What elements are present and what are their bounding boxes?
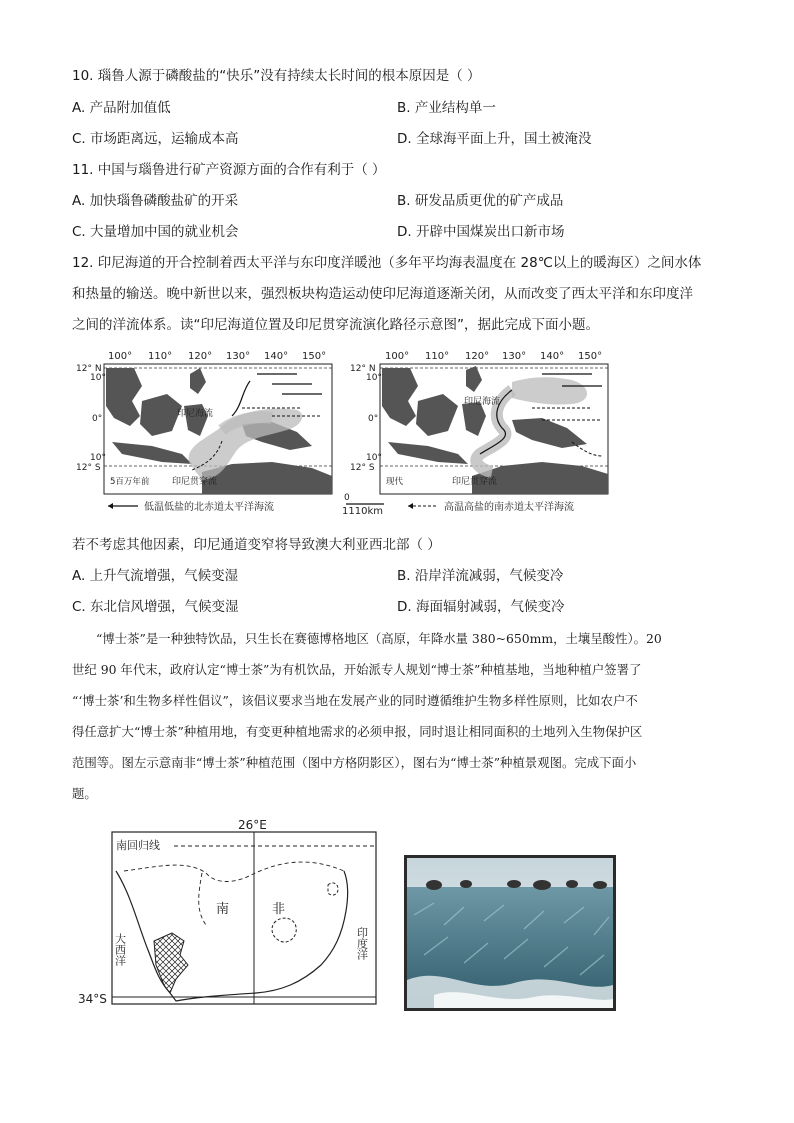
q10-option-c[interactable]: C. 市场距离远，运输成本高 [72,131,239,147]
legend-warm-current: 高温高盐的南赤道太平洋海流 [444,502,574,513]
lon-26e-label: 26°E [238,818,267,832]
tropic-label: 南回归线 [116,839,160,852]
q12-option-b[interactable]: B. 沿岸洋流减弱，气候变冷 [397,568,564,584]
left-map-caption: 5百万年前 [110,477,150,487]
lon-label: 110° [425,351,450,362]
q10-option-a[interactable]: A. 产品附加值低 [72,100,171,116]
lon-label: 110° [148,351,173,362]
lon-label: 120° [465,351,490,362]
scale-bar-label: 1110km [342,506,383,516]
lat-34s-label: 34°S [78,992,107,1006]
lat-label: 10° [366,453,382,463]
tea-passage-line5: 范围等。图左示意南非“博士茶”种植范围（图中方格阴影区），图右为“博士茶”种植景观图。完成下面小 [72,755,637,770]
q12-passage-line1: 12. 印尼海道的开合控制着西太平洋与东印度洋暖池（多年平均海表温度在 28℃以上的暖海区）之间水体 [72,255,702,271]
lon-label: 100° [385,351,410,362]
lat-label: 10° [90,373,106,383]
strait-label-right: 印尼海流 [464,397,501,407]
q11-stem: 11. 中国与瑙鲁进行矿产资源方面的合作有利于（ ） [72,162,386,178]
lon-label: 120° [188,351,213,362]
lat-label: 10° [90,453,106,463]
lat-label: 10° [366,373,382,383]
q11-option-a[interactable]: A. 加快瑙鲁磷酸盐矿的开采 [72,193,239,209]
q12-sub-stem: 若不考虑其他因素，印尼通道变窄将导致澳大利亚西北部（ ） [72,537,441,553]
rooibos-landscape-photo [404,855,616,1011]
tea-passage-line2: 世纪 90 年代末，政府认定“博士茶”为有机饮品，开始派专人规划“博士茶”种植基地，当地种植户签署了 [72,662,642,677]
lon-label: 140° [540,351,565,362]
lat-label: 12° N [350,364,376,374]
lat-label: 0° [92,414,103,424]
lon-label: 140° [264,351,289,362]
indonesian-seaway-figure [72,346,722,516]
lat-label: 12° S [350,463,375,473]
q11-option-d[interactable]: D. 开辟中国煤炭出口新市场 [397,224,565,240]
label-south: 南 [216,902,230,917]
tea-passage-line1: “博士茶”是一种独特饮品，只生长在赛德博格地区（高原，年降水量 380~650mm，土壤呈酸性）。20 [96,631,662,646]
throughflow-label-left: 印尼贯穿流 [172,477,218,487]
right-map-caption: 现代 [386,477,404,487]
tea-passage-line3: “‘博士茶’和生物多样性倡议”，该倡议要求当地在发展产业的同时遵循维护生物多样性原则，比如农户不 [72,693,638,708]
q12-option-d[interactable]: D. 海面辐射减弱，气候变冷 [397,599,565,615]
atlantic-label: 大西洋 [113,933,127,966]
lon-label: 130° [502,351,527,362]
q12-passage-line2: 和热量的输送。晚中新世以来，强烈板块构造运动使印尼海道逐渐关闭，从而改变了西太平洋和东印度洋 [72,286,693,302]
lon-label: 150° [302,351,327,362]
legend-cold-current: 低温低盐的北赤道太平洋海流 [144,502,274,513]
q12-option-c[interactable]: C. 东北信风增强，气候变湿 [72,599,239,615]
lon-label: 100° [108,351,133,362]
lat-label: 0° [368,414,379,424]
q12-passage-line3: 之间的洋流体系。读“印尼海道位置及印尼贯穿流演化路径示意图”，据此完成下面小题。 [72,317,599,333]
lon-label: 130° [226,351,251,362]
q12-option-a[interactable]: A. 上升气流增强，气候变湿 [72,568,239,584]
q11-option-c[interactable]: C. 大量增加中国的就业机会 [72,224,239,240]
map-modern [350,364,608,494]
q10-option-d[interactable]: D. 全球海平面上升，国土被淹没 [397,131,592,147]
q10-option-b[interactable]: B. 产业结构单一 [397,100,496,116]
throughflow-label-right: 印尼贯穿流 [452,477,498,487]
lat-label: 12° N [76,364,102,374]
strait-label-left: 印尼海流 [177,409,214,419]
map-legend [108,493,574,516]
indian-ocean-label: 印度洋 [355,927,369,960]
q10-stem: 10. 瑙鲁人源于磷酸盐的“快乐”没有持续太长时间的根本原因是（ ） [72,68,481,84]
scale-zero: 0 [344,493,350,503]
tea-passage-line4: 得任意扩大“博士茶”种植用地，有变更种植地需求的必须申报，同时退让相同面积的土地列入生物保护区 [72,724,643,739]
tea-passage-line6: 题。 [72,786,97,801]
lat-label: 12° S [76,463,101,473]
lon-label: 150° [578,351,603,362]
q11-option-b[interactable]: B. 研发品质更优的矿产成品 [397,193,564,209]
south-africa-map [76,815,386,1015]
map-5-million-years-ago [76,364,332,494]
label-africa: 非 [272,902,286,917]
